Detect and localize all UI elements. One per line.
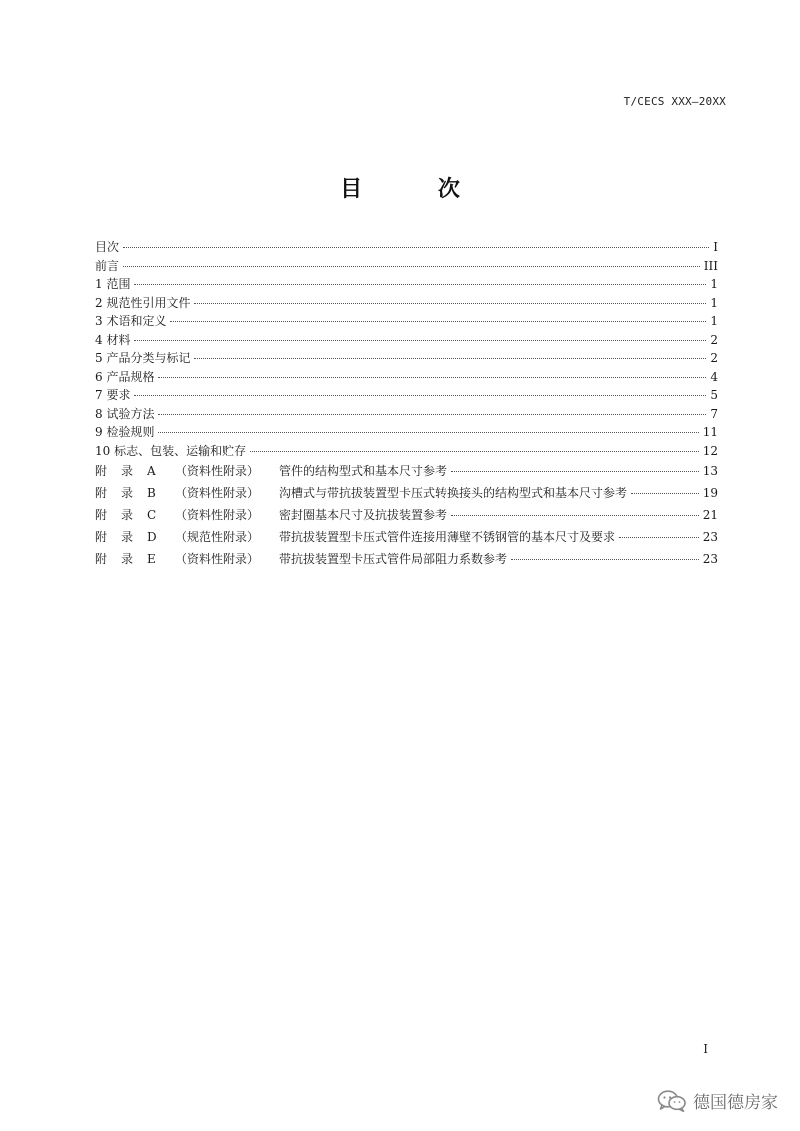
appendix-prefix: 附 录 A <box>95 464 156 478</box>
dot-leader <box>170 321 706 322</box>
toc-appendix-label <box>95 460 447 482</box>
appendix-title: 沟槽式与带抗拔装置型卡压式转换接头的结构型式和基本尺寸参考 <box>279 486 628 500</box>
toc-appendix-entry[interactable] <box>95 526 718 548</box>
toc-entry-page: 1 <box>710 295 718 310</box>
toc-entry-page: 2 <box>710 332 718 347</box>
toc-entry-page: 7 <box>710 406 718 421</box>
dot-leader <box>194 358 706 359</box>
toc-entry-label: 6 产品规格 <box>95 369 155 384</box>
appendix-prefix: 附 录 D <box>95 530 157 544</box>
standard-code: T/CECS XXX—20XX <box>623 95 726 108</box>
toc-entry-label: 4 材料 <box>95 332 131 347</box>
dot-leader <box>158 414 706 415</box>
dot-leader <box>451 471 699 472</box>
toc-appendix-label <box>95 504 447 526</box>
appendix-type: （资料性附录） <box>175 552 260 566</box>
dot-leader <box>619 537 699 538</box>
dot-leader <box>194 303 706 304</box>
watermark <box>657 1088 778 1113</box>
toc-entry[interactable] <box>95 257 718 276</box>
appendix-title: 带抗拔装置型卡压式管件连接用薄壁不锈钢管的基本尺寸及要求 <box>279 530 616 544</box>
toc-entry[interactable] <box>95 331 718 350</box>
toc-entry-label: 3 术语和定义 <box>95 314 167 328</box>
toc-entry-page: 23 <box>702 552 718 566</box>
toc-entry-page: 11 <box>702 425 718 439</box>
dot-leader <box>631 493 699 494</box>
page-number: I <box>703 1042 708 1056</box>
toc-appendix-entry[interactable] <box>95 548 718 570</box>
toc-entry-label: 2 规范性引用文件 <box>95 295 191 310</box>
toc-entry[interactable] <box>95 386 718 405</box>
appendix-prefix: 附 录 B <box>95 486 156 500</box>
toc-entry-page: 21 <box>702 508 718 522</box>
toc-entry-page: 1 <box>710 314 718 328</box>
appendix-title: 管件的结构型式和基本尺寸参考 <box>279 464 448 478</box>
appendix-title: 密封圈基本尺寸及抗拔装置参考 <box>279 508 448 522</box>
page-title: 目 次 <box>340 177 494 202</box>
appendix-type: （资料性附录） <box>175 464 260 478</box>
toc-entry-page: III <box>703 258 718 273</box>
toc-appendix-label <box>95 548 507 570</box>
appendix-title: 带抗拔装置型卡压式管件局部阻力系数参考 <box>279 552 508 566</box>
toc-entry[interactable] <box>95 312 718 331</box>
appendix-type: （资料性附录） <box>175 486 260 500</box>
toc-appendix-entry[interactable] <box>95 460 718 482</box>
toc-entry-label: 9 检验规则 <box>95 425 155 439</box>
dot-leader <box>511 559 699 560</box>
toc-entry-page: I <box>713 240 718 254</box>
toc-entry-page: 5 <box>710 388 718 402</box>
toc-appendix-label <box>95 482 627 504</box>
watermark-text: 德国德房家 <box>693 1093 778 1113</box>
toc-appendix-entry[interactable] <box>95 482 718 504</box>
wechat-icon <box>657 1089 687 1113</box>
toc-appendix-label <box>95 526 615 548</box>
toc-entry-page: 23 <box>702 530 718 544</box>
dot-leader <box>158 377 706 378</box>
appendix-prefix: 附 录 C <box>95 508 157 522</box>
dot-leader <box>134 284 706 285</box>
toc-entry-label: 8 试验方法 <box>95 406 155 421</box>
toc-entry-page: 4 <box>710 369 718 384</box>
toc-entry-label: 5 产品分类与标记 <box>95 351 191 365</box>
toc-entry[interactable] <box>95 238 718 257</box>
toc-entry-label: 7 要求 <box>95 388 131 402</box>
toc-entry-page: 12 <box>702 443 718 458</box>
dot-leader <box>123 247 709 248</box>
toc-entry-label: 前言 <box>95 258 120 273</box>
toc-entry[interactable] <box>95 275 718 294</box>
toc-entry[interactable] <box>95 405 718 424</box>
appendix-type: （资料性附录） <box>175 508 260 522</box>
toc-entry-page: 19 <box>702 486 718 500</box>
table-of-contents <box>95 238 718 570</box>
toc-entry-label: 目次 <box>95 240 120 254</box>
toc-entry-page: 2 <box>710 351 718 365</box>
toc-entry[interactable] <box>95 442 718 461</box>
toc-entry[interactable] <box>95 349 718 368</box>
dot-leader <box>134 340 706 341</box>
toc-entry-label: 10 标志、包装、运输和贮存 <box>95 443 247 458</box>
appendix-prefix: 附 录 E <box>95 552 156 566</box>
dot-leader <box>134 395 706 396</box>
dot-leader <box>123 266 700 267</box>
toc-appendix-entry[interactable] <box>95 504 718 526</box>
dot-leader <box>250 451 699 452</box>
toc-entry-label: 1 范围 <box>95 277 131 291</box>
toc-entry-page: 1 <box>710 277 718 291</box>
toc-entry[interactable] <box>95 423 718 442</box>
appendix-type: （规范性附录） <box>175 530 260 544</box>
dot-leader <box>451 515 699 516</box>
dot-leader <box>158 432 698 433</box>
toc-entry[interactable] <box>95 294 718 313</box>
toc-entry[interactable] <box>95 368 718 387</box>
toc-entry-page: 13 <box>702 464 718 478</box>
